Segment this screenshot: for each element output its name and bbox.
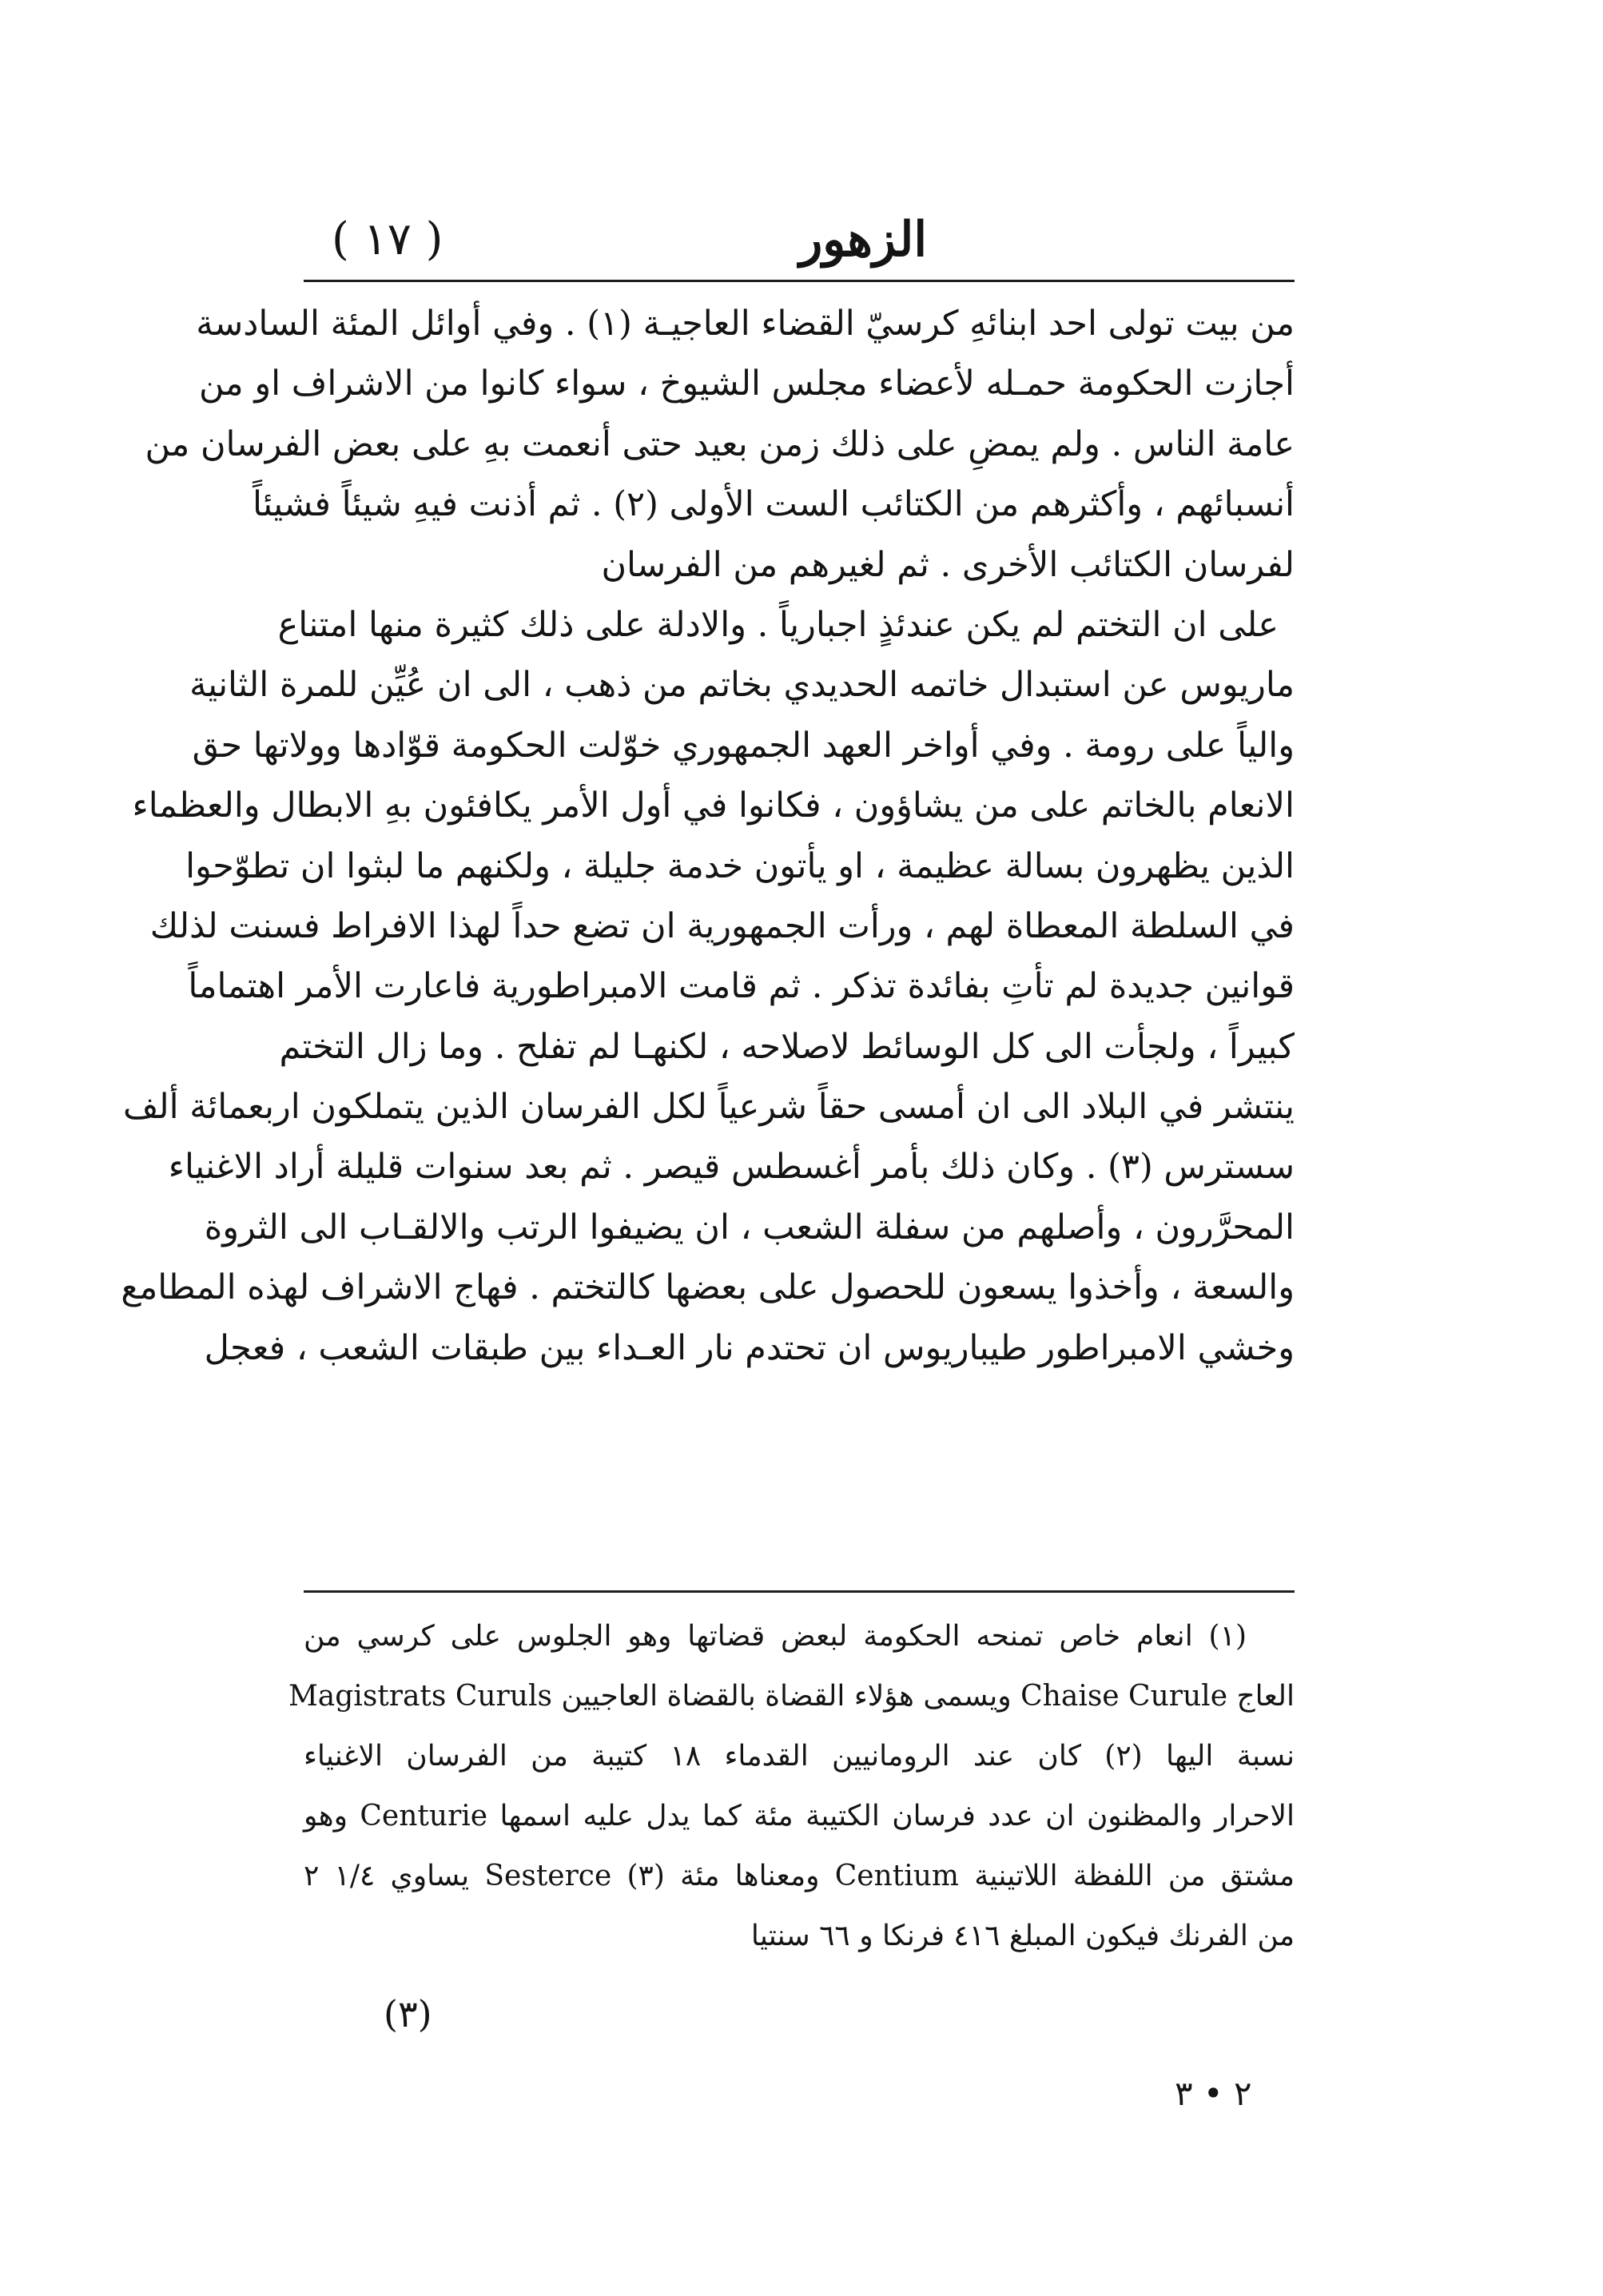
footnote-rule [304,1590,1295,1593]
body-line: سسترس (٣) . وكان ذلك بأمر أغسطس قيصر . ثم بعد سنوات قليلة أراد الاغنياء [168,1147,1295,1188]
footnote-line: (١) انعام خاص تمنحه الحكومة لبعض قضاتها وهو الجلوس على كرسي من [304,1620,1247,1653]
header-rule [304,280,1295,282]
body-line: كبيراً ، ولجأت الى كل الوسائط لاصلاحه ، لكنهـا لم تفلح . وما زال التختم [279,1026,1295,1067]
sheet-number: ٢ • ٣ [1175,2074,1252,2113]
footnotes [288,1606,1295,1966]
body-line: عامة الناس . ولم يمضِ على ذلك زمن بعيد حتى أنعمت بهِ على بعض الفرسان من [145,424,1295,464]
body-line: من بيت تولى احد ابنائهِ كرسيّ القضاء العاجيـة (١) . وفي أوائل المئة السادسة [196,304,1295,344]
body-line: ينتشر في البلاد الى ان أمسى حقاً شرعياً لكل الفرسان الذين يتملكون اربعمائة ألف [123,1087,1295,1128]
footnote-line: مشتق من اللفظة اللاتينية Centium ومعناها مئة (٣) Sesterce يساوي ١/٤ ٢ [304,1860,1295,1892]
body-line: أنسبائهم ، وأكثرهم من الكتائب الست الأولى (٢) . ثم أذنت فيهِ شيئاً فشيئاً [253,484,1295,525]
footnote-line: الاحرار والمظنون ان عدد فرسان الكتيبة مئة كما يدل عليه اسمها Centurie وهو [304,1800,1295,1832]
body-line: وخشي الامبراطور طيباريوس ان تحتدم نار العـداء بين طبقات الشعب ، فعجل [204,1327,1295,1368]
body-line: على ان التختم لم يكن عندئذٍ اجبارياً . والادلة على ذلك كثيرة منها امتناع [277,604,1279,645]
body-text [121,294,1295,1379]
body-line: في السلطة المعطاة لهم ، ورأت الجمهورية ان تضع حداً لهذا الافراط فسنت لذلك [149,905,1295,946]
body-line: الذين يظهرون بسالة عظيمة ، او يأتون خدمة جليلة ، ولكنهم ما لبثوا ان تطوّحوا [185,846,1295,886]
footnote-line: نسبة اليها (٢) كان عند الرومانيين القدماء ١٨ كتيبة من الفرسان الاغنياء [304,1740,1295,1773]
running-title: الزهور [799,212,927,268]
body-line: الانعام بالخاتم على من يشاؤون ، فكانوا في أول الأمر يكافئون بهِ الابطال والعظماء [132,786,1295,826]
body-line: المحرَّرون ، وأصلهم من سفلة الشعب ، ان يضيفوا الرتب والالقـاب الى الثروة [204,1207,1295,1247]
body-line: لفرسان الكتائب الأخرى . ثم لغيرهم من الفرسان [601,544,1295,585]
body-line: أجازت الحكومة حمـله لأعضاء مجلس الشيوخ ، سواء كانوا من الاشراف او من [198,364,1295,404]
body-line: والسعة ، وأخذوا يسعون للحصول على بعضها كالتختم . فهاج الاشراف لهذه المطامع [121,1267,1295,1308]
body-line: والياً على رومة . وفي أواخر العهد الجمهوري خوّلت الحكومة قوّادها وولاتها حق [192,725,1295,766]
page-header [304,204,1295,276]
footnote-line: العاج Chaise Curule ويسمى هؤلاء القضاة بالقضاة العاجيين Magistrats Curuls [288,1680,1295,1713]
signature-mark: (٣) [384,1992,432,2035]
page-number: ( ١٧ ) [332,213,444,265]
body-line: قوانين جديدة لم تأتِ بفائدة تذكر . ثم قامت الامبراطورية فاعارت الأمر اهتماماً [188,966,1295,1007]
body-line: ماريوس عن استبدال خاتمه الحديدي بخاتم من ذهب ، الى ان عُيِّن للمرة الثانية [189,665,1295,706]
footnote-line: من الفرنك فيكون المبلغ ٤١٦ فرنكا و ٦٦ سنتيا [750,1920,1295,1952]
